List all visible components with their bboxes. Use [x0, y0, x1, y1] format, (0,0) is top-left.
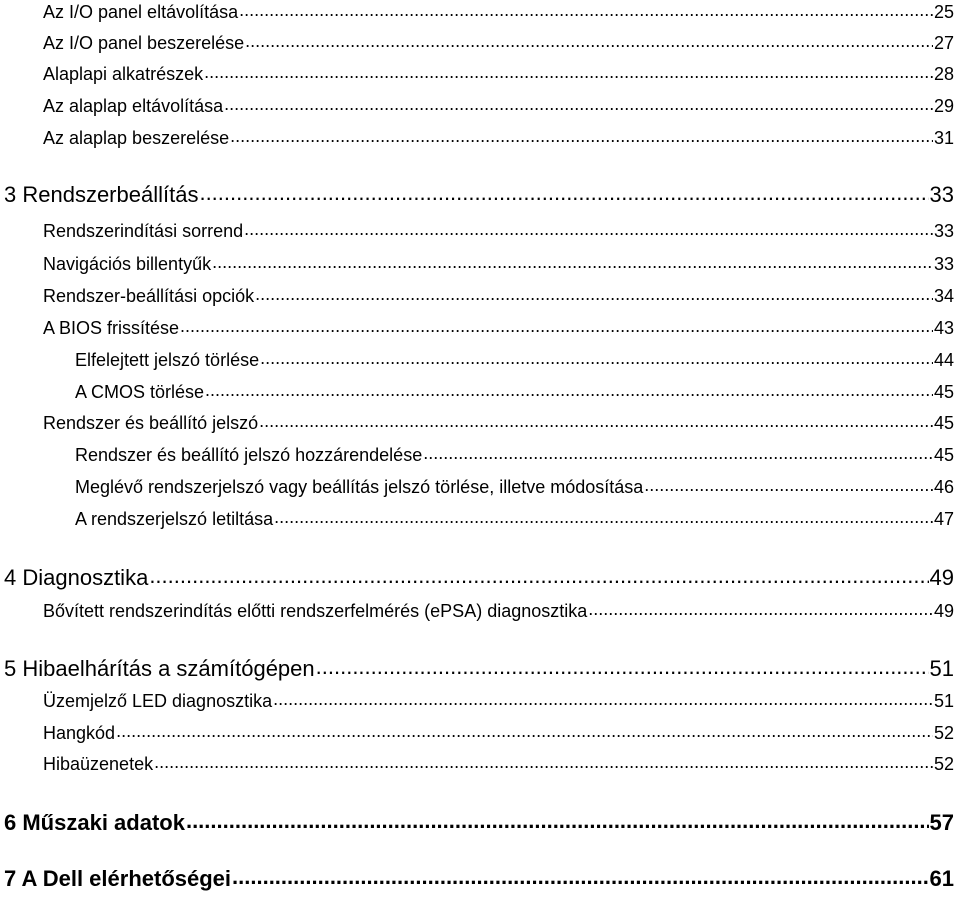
- toc-entry-title: Az alaplap eltávolítása: [43, 96, 224, 116]
- toc-entry-navigation-keys[interactable]: [0, 252, 954, 275]
- toc-entry-page: 52: [933, 723, 954, 743]
- dot-leader: [274, 507, 933, 525]
- toc-chapter-page: 51: [929, 656, 954, 681]
- toc-entry-title: Az alaplap beszerelése: [43, 128, 230, 148]
- toc-entry-title: Rendszerindítási sorrend: [43, 221, 244, 241]
- toc-entry-system-setup-options[interactable]: [0, 284, 954, 307]
- toc-entry-title: Meglévő rendszerjelszó vagy beállítás jelszó törlése, illetve módosítása: [75, 477, 644, 497]
- toc-chapter-page: 61: [929, 866, 954, 891]
- toc-chapter-troubleshooting[interactable]: [0, 654, 954, 682]
- toc-entry-assign-password[interactable]: [0, 443, 954, 466]
- toc-entry-title: A rendszerjelszó letiltása: [75, 509, 274, 529]
- toc-entry-page: 33: [933, 254, 954, 274]
- toc-entry-title: Az I/O panel eltávolítása: [43, 2, 239, 22]
- toc-entry-io-panel-removal[interactable]: [0, 0, 954, 23]
- toc-entry-disable-password[interactable]: [0, 507, 954, 530]
- toc-chapter-page: 57: [929, 810, 954, 835]
- dot-leader: [205, 380, 933, 398]
- toc-entry-title: Alaplapi alkatrészek: [43, 64, 204, 84]
- toc-entry-page: 28: [933, 64, 954, 84]
- dot-leader: [180, 316, 933, 334]
- dot-leader: [273, 689, 933, 707]
- toc-entry-power-led-diagnostics[interactable]: [0, 689, 954, 712]
- toc-chapter-diagnostics[interactable]: [0, 563, 954, 591]
- dot-leader: [116, 721, 933, 739]
- toc-entry-page: 47: [933, 509, 954, 529]
- toc-entry-boot-sequence[interactable]: [0, 219, 954, 242]
- toc-entry-page: 31: [933, 128, 954, 148]
- toc-entry-system-setup-password[interactable]: [0, 411, 954, 434]
- dot-leader: [149, 563, 928, 585]
- toc-entry-title: Bővített rendszerindítás előtti rendszerfelmérés (ePSA) diagnosztika: [43, 601, 588, 621]
- toc-entry-title: Hibaüzenetek: [43, 754, 154, 774]
- toc-entry-cmos-clear[interactable]: [0, 380, 954, 403]
- dot-leader: [204, 62, 933, 80]
- toc-entry-page: 29: [933, 96, 954, 116]
- toc-entry-title: Navigációs billentyűk: [43, 254, 212, 274]
- toc-entry-motherboard-components[interactable]: [0, 62, 954, 85]
- toc-entry-title: Üzemjelző LED diagnosztika: [43, 691, 273, 711]
- dot-leader: [255, 284, 933, 302]
- dot-leader: [259, 411, 933, 429]
- toc-entry-title: Rendszer és beállító jelszó hozzárendelése: [75, 445, 423, 465]
- dot-leader: [199, 180, 928, 202]
- toc-chapter-system-setup[interactable]: [0, 180, 954, 208]
- toc-entry-page: 44: [933, 350, 954, 370]
- dot-leader: [644, 475, 933, 493]
- toc-entry-title: Hangkód: [43, 723, 116, 743]
- toc-chapter-specifications[interactable]: [0, 808, 954, 836]
- toc-entry-page: 45: [933, 382, 954, 402]
- toc-entry-beep-codes[interactable]: [0, 721, 954, 744]
- toc-entry-bios-update[interactable]: [0, 316, 954, 339]
- toc-entry-title: A CMOS törlése: [75, 382, 205, 402]
- toc-entry-page: 52: [933, 754, 954, 774]
- toc-entry-title: Rendszer és beállító jelszó: [43, 413, 259, 433]
- toc-entry-page: 27: [933, 33, 954, 53]
- dot-leader: [260, 348, 933, 366]
- toc-entry-page: 25: [933, 2, 954, 22]
- toc-entry-io-panel-install[interactable]: [0, 31, 954, 54]
- toc-entry-page: 45: [933, 445, 954, 465]
- toc-entry-title: A BIOS frissítése: [43, 318, 180, 338]
- toc-entry-error-messages[interactable]: [0, 752, 954, 775]
- dot-leader: [186, 808, 929, 830]
- toc-entry-motherboard-removal[interactable]: [0, 94, 954, 117]
- dot-leader: [239, 0, 933, 18]
- toc-entry-page: 49: [933, 601, 954, 621]
- toc-chapter-page: 49: [929, 565, 954, 590]
- toc-chapter-title: 7 A Dell elérhetőségei: [4, 866, 232, 891]
- toc-entry-page: 33: [933, 221, 954, 241]
- toc-entry-page: 34: [933, 286, 954, 306]
- toc-entry-change-password[interactable]: [0, 475, 954, 498]
- toc-entry-epsa-diagnostics[interactable]: [0, 599, 954, 622]
- toc-chapter-page: 33: [929, 182, 954, 207]
- dot-leader: [245, 31, 933, 49]
- dot-leader: [244, 219, 933, 237]
- toc-chapter-title: 4 Diagnosztika: [4, 565, 149, 590]
- toc-entry-forgotten-password[interactable]: [0, 348, 954, 371]
- toc-chapter-title: 5 Hibaelhárítás a számítógépen: [4, 656, 315, 681]
- toc-entry-page: 46: [933, 477, 954, 497]
- toc-entry-page: 51: [933, 691, 954, 711]
- toc-entry-title: Elfelejtett jelszó törlése: [75, 350, 260, 370]
- toc-entry-page: 43: [933, 318, 954, 338]
- toc-chapter-title: 3 Rendszerbeállítás: [4, 182, 199, 207]
- toc-entry-title: Rendszer-beállítási opciók: [43, 286, 255, 306]
- toc-chapter-title: 6 Műszaki adatok: [4, 810, 185, 835]
- toc-entry-page: 45: [933, 413, 954, 433]
- dot-leader: [154, 752, 933, 770]
- dot-leader: [224, 94, 933, 112]
- dot-leader: [316, 654, 929, 676]
- toc-entry-motherboard-install[interactable]: [0, 126, 954, 149]
- toc-entry-title: Az I/O panel beszerelése: [43, 33, 245, 53]
- dot-leader: [212, 252, 933, 270]
- dot-leader: [232, 864, 929, 886]
- dot-leader: [588, 599, 933, 617]
- toc-chapter-contact-dell[interactable]: [0, 864, 954, 892]
- dot-leader: [423, 443, 933, 461]
- dot-leader: [230, 126, 933, 144]
